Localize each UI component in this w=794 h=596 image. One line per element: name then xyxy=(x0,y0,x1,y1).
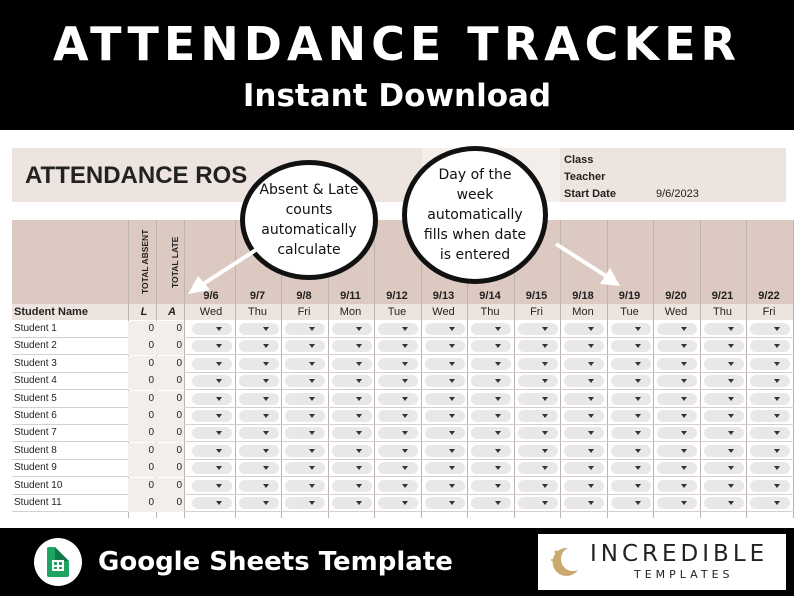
late-letter: L xyxy=(140,306,148,318)
absent-count: 0 xyxy=(176,357,182,369)
attendance-dropdown[interactable] xyxy=(378,393,418,405)
attendance-dropdown[interactable] xyxy=(471,445,511,457)
student-name[interactable]: Student 10 xyxy=(14,479,63,491)
attendance-dropdown[interactable] xyxy=(239,445,279,457)
attendance-dropdown[interactable] xyxy=(285,445,325,457)
callout-counts-line: counts xyxy=(285,202,333,218)
attendance-dropdown[interactable] xyxy=(285,375,325,387)
student-name[interactable]: Student 8 xyxy=(14,444,57,456)
arrow-left-icon xyxy=(180,240,270,300)
attendance-dropdown[interactable] xyxy=(425,480,465,492)
attendance-dropdown[interactable] xyxy=(192,427,232,439)
attendance-dropdown[interactable] xyxy=(285,410,325,422)
callout-day-line: Day of the xyxy=(438,167,512,183)
date-header: 9/14 xyxy=(479,290,501,302)
attendance-dropdown[interactable] xyxy=(611,480,651,492)
absent-count: 0 xyxy=(176,392,182,404)
attendance-dropdown[interactable] xyxy=(285,340,325,352)
late-count: 0 xyxy=(148,340,154,352)
attendance-dropdown[interactable] xyxy=(750,340,790,352)
attendance-dropdown[interactable] xyxy=(192,340,232,352)
student-name[interactable]: Student 2 xyxy=(14,340,57,352)
date-header: 9/15 xyxy=(525,290,548,302)
attendance-dropdown[interactable] xyxy=(657,358,697,370)
attendance-dropdown[interactable] xyxy=(564,480,604,492)
day-header: Thu xyxy=(713,306,732,318)
day-header: Tue xyxy=(620,306,639,318)
absent-letter: A xyxy=(168,306,176,318)
attendance-dropdown[interactable] xyxy=(425,427,465,439)
date-header: 9/21 xyxy=(711,290,734,302)
table-row xyxy=(12,391,794,408)
attendance-dropdown[interactable] xyxy=(192,480,232,492)
google-sheets-icon xyxy=(34,538,82,586)
attendance-dropdown[interactable] xyxy=(471,375,511,387)
attendance-dropdown[interactable] xyxy=(285,323,325,335)
attendance-dropdown[interactable] xyxy=(378,340,418,352)
attendance-dropdown[interactable] xyxy=(332,358,372,370)
attendance-dropdown[interactable] xyxy=(239,427,279,439)
moon-stars-icon xyxy=(546,544,582,580)
date-header: 9/7 xyxy=(249,290,266,302)
absent-count: 0 xyxy=(176,444,182,456)
attendance-dropdown[interactable] xyxy=(750,427,790,439)
attendance-dropdown[interactable] xyxy=(564,497,604,509)
late-count: 0 xyxy=(148,410,154,421)
attendance-dropdown[interactable] xyxy=(332,410,372,422)
day-header: Mon xyxy=(339,306,362,318)
attendance-dropdown[interactable] xyxy=(704,427,744,439)
attendance-dropdown[interactable] xyxy=(425,410,465,422)
attendance-dropdown[interactable] xyxy=(239,480,279,492)
absent-count: 0 xyxy=(176,462,182,474)
attendance-dropdown[interactable] xyxy=(471,427,511,439)
date-header: 9/18 xyxy=(572,290,594,302)
student-name[interactable]: Student 1 xyxy=(14,323,57,334)
table-row xyxy=(12,408,794,425)
student-name[interactable]: Student 11 xyxy=(14,497,62,508)
attendance-dropdown[interactable] xyxy=(192,375,232,387)
attendance-dropdown[interactable] xyxy=(239,358,279,370)
brand-tagline: TEMPLATES xyxy=(634,568,734,581)
attendance-dropdown[interactable] xyxy=(611,393,651,405)
attendance-dropdown[interactable] xyxy=(332,445,372,457)
absent-count: 0 xyxy=(176,497,182,508)
callout-day-line: week xyxy=(456,187,494,203)
attendance-dropdown[interactable] xyxy=(192,462,232,474)
attendance-dropdown[interactable] xyxy=(239,497,279,509)
attendance-dropdown[interactable] xyxy=(332,375,372,387)
attendance-dropdown[interactable] xyxy=(378,375,418,387)
attendance-dropdown[interactable] xyxy=(425,340,465,352)
attendance-dropdown[interactable] xyxy=(425,358,465,370)
late-count: 0 xyxy=(148,444,154,456)
attendance-dropdown[interactable] xyxy=(471,323,511,335)
student-name[interactable]: Student 4 xyxy=(14,375,57,387)
arrow-right-icon xyxy=(550,238,630,294)
date-header: 9/19 xyxy=(618,290,641,302)
day-header: Mon xyxy=(572,306,594,318)
attendance-dropdown[interactable] xyxy=(471,410,511,422)
student-name[interactable]: Student 5 xyxy=(14,392,57,404)
attendance-dropdown[interactable] xyxy=(192,358,232,370)
attendance-dropdown[interactable] xyxy=(657,323,697,335)
banner-title: ATTENDANCE TRACKER xyxy=(53,17,741,71)
total-late-header: TOTAL LATE xyxy=(170,236,180,288)
attendance-dropdown[interactable] xyxy=(239,462,279,474)
brand-name: INCREDIBLE xyxy=(590,541,769,567)
attendance-dropdown[interactable] xyxy=(332,340,372,352)
attendance-dropdown[interactable] xyxy=(564,445,604,457)
attendance-dropdown[interactable] xyxy=(192,497,232,509)
attendance-dropdown[interactable] xyxy=(518,427,558,439)
attendance-dropdown[interactable] xyxy=(564,323,604,335)
total-absent-header: TOTAL ABSENT xyxy=(140,229,150,294)
callout-day-line: is entered xyxy=(439,247,511,263)
attendance-dropdown[interactable] xyxy=(378,323,418,335)
attendance-dropdown[interactable] xyxy=(657,480,697,492)
attendance-dropdown[interactable] xyxy=(239,340,279,352)
attendance-dropdown[interactable] xyxy=(471,497,511,509)
attendance-dropdown[interactable] xyxy=(611,340,651,352)
attendance-dropdown[interactable] xyxy=(239,410,279,422)
table-row xyxy=(12,460,794,477)
attendance-dropdown[interactable] xyxy=(611,358,651,370)
table-row xyxy=(12,338,794,355)
date-header: 9/13 xyxy=(432,290,455,302)
attendance-dropdown[interactable] xyxy=(704,445,744,457)
attendance-dropdown[interactable] xyxy=(704,323,744,335)
attendance-dropdown[interactable] xyxy=(704,340,744,352)
attendance-dropdown[interactable] xyxy=(564,358,604,370)
table-row xyxy=(12,495,794,512)
date-header: 9/11 xyxy=(340,290,361,302)
date-header: 9/22 xyxy=(758,290,780,302)
callout-day-of-week xyxy=(402,146,548,284)
absent-count: 0 xyxy=(176,323,182,334)
callout-day-line: automatically xyxy=(427,207,523,223)
late-count: 0 xyxy=(148,497,154,508)
attendance-dropdown[interactable] xyxy=(611,375,651,387)
attendance-dropdown[interactable] xyxy=(285,358,325,370)
late-count: 0 xyxy=(148,462,154,474)
attendance-dropdown[interactable] xyxy=(192,323,232,335)
attendance-dropdown[interactable] xyxy=(285,497,325,509)
callout-day-line: fills when date xyxy=(423,227,527,243)
attendance-dropdown[interactable] xyxy=(704,375,744,387)
table-row xyxy=(12,425,794,442)
attendance-dropdown[interactable] xyxy=(564,340,604,352)
teacher-label: Teacher xyxy=(564,171,606,183)
start-date-value[interactable]: 9/6/2023 xyxy=(656,188,699,200)
attendance-dropdown[interactable] xyxy=(750,323,790,335)
callout-counts-line: calculate xyxy=(277,242,341,258)
attendance-dropdown[interactable] xyxy=(285,480,325,492)
attendance-dropdown[interactable] xyxy=(378,480,418,492)
attendance-dropdown[interactable] xyxy=(332,462,372,474)
attendance-dropdown[interactable] xyxy=(750,497,790,509)
attendance-dropdown[interactable] xyxy=(518,323,558,335)
late-count: 0 xyxy=(148,479,154,491)
attendance-dropdown[interactable] xyxy=(704,393,744,405)
day-header: Wed xyxy=(199,306,223,318)
attendance-dropdown[interactable] xyxy=(518,497,558,509)
attendance-dropdown[interactable] xyxy=(657,497,697,509)
attendance-dropdown[interactable] xyxy=(378,358,418,370)
attendance-dropdown[interactable] xyxy=(611,462,651,474)
attendance-dropdown[interactable] xyxy=(192,445,232,457)
attendance-dropdown[interactable] xyxy=(425,393,465,405)
attendance-dropdown[interactable] xyxy=(611,323,651,335)
attendance-dropdown[interactable] xyxy=(471,462,511,474)
attendance-dropdown[interactable] xyxy=(378,410,418,422)
attendance-dropdown[interactable] xyxy=(378,427,418,439)
attendance-dropdown[interactable] xyxy=(704,497,744,509)
date-header: 9/6 xyxy=(203,290,219,302)
attendance-dropdown[interactable] xyxy=(657,462,697,474)
attendance-dropdown[interactable] xyxy=(564,427,604,439)
attendance-dropdown[interactable] xyxy=(471,393,511,405)
attendance-dropdown[interactable] xyxy=(425,445,465,457)
late-count: 0 xyxy=(148,427,154,439)
attendance-dropdown[interactable] xyxy=(518,375,558,387)
attendance-dropdown[interactable] xyxy=(611,427,651,439)
day-header: Thu xyxy=(480,306,500,318)
attendance-dropdown[interactable] xyxy=(471,340,511,352)
attendance-dropdown[interactable] xyxy=(425,462,465,474)
attendance-dropdown[interactable] xyxy=(704,462,744,474)
attendance-dropdown[interactable] xyxy=(750,462,790,474)
attendance-dropdown[interactable] xyxy=(564,375,604,387)
table-row xyxy=(12,478,794,495)
attendance-dropdown[interactable] xyxy=(657,340,697,352)
day-header: Wed xyxy=(664,306,688,318)
late-count: 0 xyxy=(148,357,154,369)
brand-logo xyxy=(538,534,786,590)
attendance-dropdown[interactable] xyxy=(611,497,651,509)
attendance-dropdown[interactable] xyxy=(332,427,372,439)
date-header: 9/12 xyxy=(386,290,408,302)
table-row xyxy=(12,443,794,460)
attendance-dropdown[interactable] xyxy=(657,445,697,457)
date-header: 9/20 xyxy=(665,290,687,302)
header-banner xyxy=(0,0,794,130)
attendance-dropdown[interactable] xyxy=(750,375,790,387)
callout-counts-line: automatically xyxy=(261,222,357,238)
attendance-dropdown[interactable] xyxy=(564,410,604,422)
attendance-dropdown[interactable] xyxy=(518,358,558,370)
banner-subtitle: Instant Download xyxy=(242,78,552,114)
attendance-dropdown[interactable] xyxy=(332,323,372,335)
day-header: Thu xyxy=(248,306,267,318)
roster-title: ATTENDANCE ROS xyxy=(25,162,248,189)
attendance-dropdown[interactable] xyxy=(518,480,558,492)
attendance-dropdown[interactable] xyxy=(518,340,558,352)
absent-count: 0 xyxy=(176,375,182,387)
attendance-dropdown[interactable] xyxy=(239,393,279,405)
info-block xyxy=(560,148,786,202)
late-count: 0 xyxy=(148,392,154,404)
attendance-dropdown[interactable] xyxy=(425,497,465,509)
attendance-dropdown[interactable] xyxy=(704,358,744,370)
attendance-dropdown[interactable] xyxy=(192,410,232,422)
date-header: 9/8 xyxy=(296,290,312,302)
student-name[interactable]: Student 3 xyxy=(14,357,57,369)
student-name[interactable]: Student 7 xyxy=(14,427,57,439)
day-header: Fri xyxy=(297,306,311,318)
attendance-dropdown[interactable] xyxy=(239,375,279,387)
table-row xyxy=(12,373,794,390)
attendance-dropdown[interactable] xyxy=(518,462,558,474)
absent-count: 0 xyxy=(176,479,182,491)
attendance-dropdown[interactable] xyxy=(750,445,790,457)
attendance-dropdown[interactable] xyxy=(518,410,558,422)
student-name[interactable]: Student 9 xyxy=(14,462,57,474)
attendance-dropdown[interactable] xyxy=(518,445,558,457)
attendance-dropdown[interactable] xyxy=(750,358,790,370)
late-count: 0 xyxy=(148,375,154,387)
attendance-dropdown[interactable] xyxy=(611,445,651,457)
table-row xyxy=(12,356,794,373)
attendance-dropdown[interactable] xyxy=(378,462,418,474)
student-name-header: Student Name xyxy=(14,306,88,318)
attendance-dropdown[interactable] xyxy=(378,497,418,509)
day-header: Fri xyxy=(530,306,543,318)
table-row xyxy=(12,321,794,338)
attendance-dropdown[interactable] xyxy=(750,410,790,422)
attendance-dropdown[interactable] xyxy=(378,445,418,457)
attendance-dropdown[interactable] xyxy=(704,480,744,492)
attendance-dropdown[interactable] xyxy=(704,410,744,422)
day-header: Tue xyxy=(387,306,407,318)
attendance-dropdown[interactable] xyxy=(285,462,325,474)
absent-count: 0 xyxy=(176,427,182,439)
attendance-dropdown[interactable] xyxy=(285,393,325,405)
late-count: 0 xyxy=(148,323,154,334)
attendance-dropdown[interactable] xyxy=(471,480,511,492)
start-date-label: Start Date xyxy=(564,188,616,200)
absent-count: 0 xyxy=(176,340,182,352)
day-header: Wed xyxy=(432,306,455,318)
attendance-dropdown[interactable] xyxy=(192,393,232,405)
absent-count: 0 xyxy=(176,410,182,421)
product-label: Google Sheets Template xyxy=(98,547,453,577)
attendance-dropdown[interactable] xyxy=(471,358,511,370)
attendance-dropdown[interactable] xyxy=(332,497,372,509)
callout-counts-line: Absent & Late xyxy=(259,182,359,198)
attendance-dropdown[interactable] xyxy=(239,323,279,335)
attendance-dropdown[interactable] xyxy=(518,393,558,405)
attendance-dropdown[interactable] xyxy=(657,393,697,405)
attendance-dropdown[interactable] xyxy=(611,410,651,422)
attendance-dropdown[interactable] xyxy=(425,323,465,335)
student-name[interactable]: Student 6 xyxy=(14,410,57,421)
attendance-dropdown[interactable] xyxy=(285,427,325,439)
attendance-dropdown[interactable] xyxy=(657,375,697,387)
day-header: Fri xyxy=(762,306,776,318)
attendance-dropdown[interactable] xyxy=(750,480,790,492)
attendance-dropdown[interactable] xyxy=(332,393,372,405)
footer-bar xyxy=(0,528,794,596)
attendance-dropdown[interactable] xyxy=(564,462,604,474)
spreadsheet-preview xyxy=(0,130,794,528)
attendance-dropdown[interactable] xyxy=(425,375,465,387)
attendance-dropdown[interactable] xyxy=(750,393,790,405)
class-label: Class xyxy=(564,154,594,166)
attendance-dropdown[interactable] xyxy=(657,410,697,422)
attendance-dropdown[interactable] xyxy=(657,427,697,439)
attendance-dropdown[interactable] xyxy=(332,480,372,492)
attendance-dropdown[interactable] xyxy=(564,393,604,405)
